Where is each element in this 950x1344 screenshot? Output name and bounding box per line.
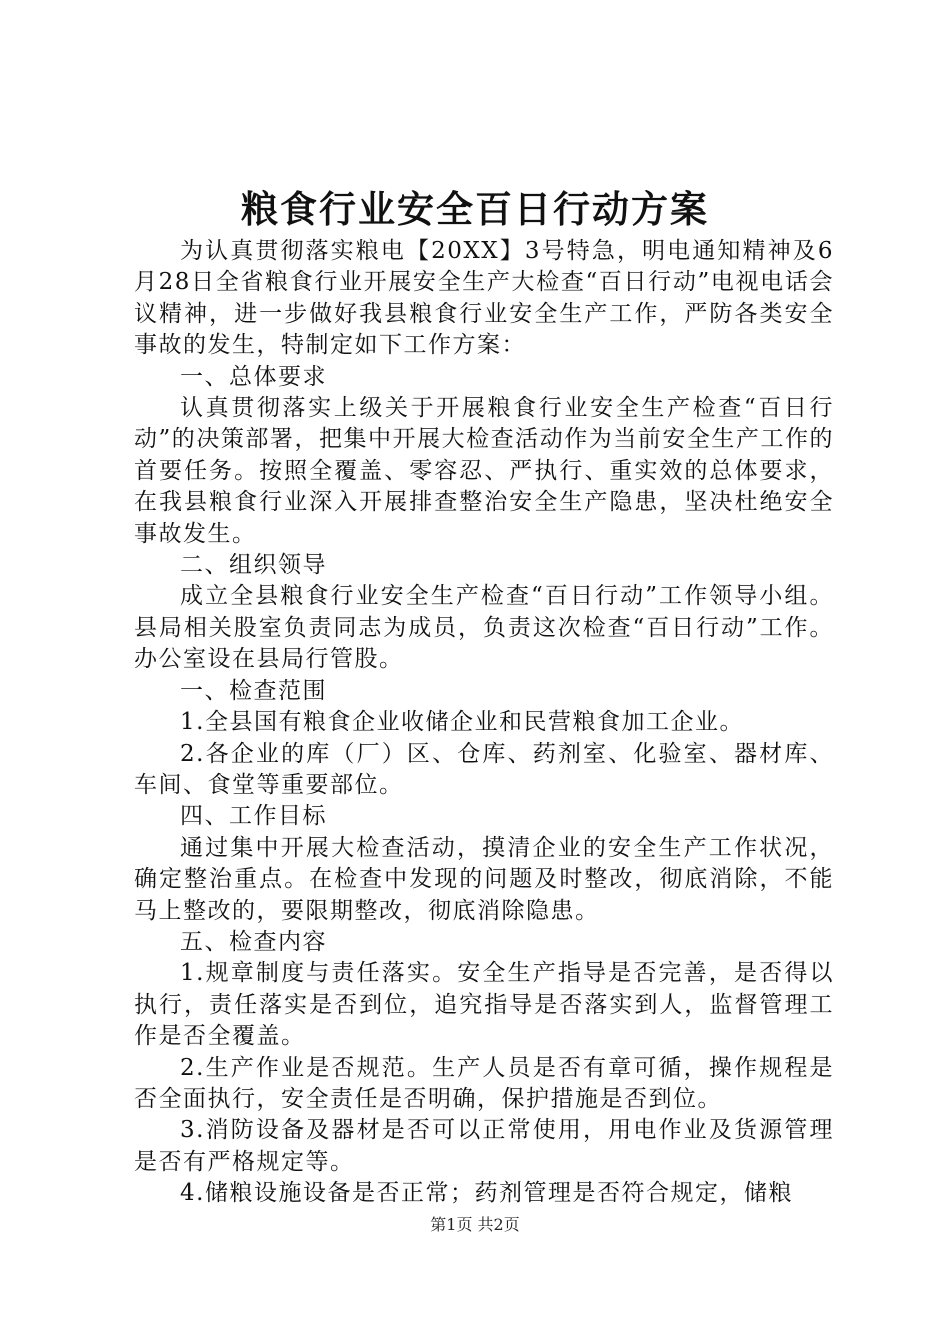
page-footer: 第1页 共2页 bbox=[430, 1215, 520, 1234]
intro-paragraph: 为认真贯彻落实粮电【20XX】3号特急，明电通知精神及6月28日全省粮食行业开展安全生产大检查“百日行动”电视电话会议精神，进一步做好我县粮食行业安全生产工作，严防各类安全事故的发生，特制定如下工作方案： bbox=[134, 238, 834, 359]
section-heading: 一、总体要求 bbox=[180, 363, 327, 390]
section-heading: 一、检查范围 bbox=[180, 677, 327, 704]
list-item: 1.规章制度与责任落实。安全生产指导是否完善，是否得以执行，责任落实是否到位，追究指导是否落实到人，监督管理工作是否全覆盖。 bbox=[134, 960, 834, 1050]
section-heading: 二、组织领导 bbox=[180, 552, 327, 579]
body-paragraph: 通过集中开展大检查活动，摸清企业的安全生产工作状况，确定整治重点。在检查中发现的问题及时整改，彻底消除，不能马上整改的，要限期整改，彻底消除隐患。 bbox=[134, 834, 834, 924]
body-paragraph: 认真贯彻落实上级关于开展粮食行业安全生产检查“百日行动”的决策部署，把集中开展大检查活动作为当前安全生产工作的首要任务。按照全覆盖、零容忍、严执行、重实效的总体要求，在我县粮食行业深入开展排查整治安全生产隐患，坚决杜绝安全事故发生。 bbox=[134, 395, 834, 547]
body-paragraph: 成立全县粮食行业安全生产检查“百日行动”工作领导小组。县局相关股室负责同志为成员，负责这次检查“百日行动”工作。办公室设在县局行管股。 bbox=[134, 583, 834, 673]
section-heading: 五、检查内容 bbox=[180, 928, 327, 955]
document-body bbox=[134, 236, 834, 1210]
list-item: 2.各企业的库（厂）区、仓库、药剂室、化验室、器材库、车间、食堂等重要部位。 bbox=[134, 740, 834, 798]
list-item: 2.生产作业是否规范。生产人员是否有章可循，操作规程是否全面执行，安全责任是否明确，保护措施是否到位。 bbox=[134, 1054, 834, 1112]
list-item: 1.全县国有粮食企业收储企业和民营粮食加工企业。 bbox=[180, 709, 744, 736]
list-item: 3.消防设备及器材是否可以正常使用，用电作业及货源管理是否有严格规定等。 bbox=[134, 1117, 834, 1175]
section-heading: 四、工作目标 bbox=[180, 803, 327, 830]
list-item: 4.储粮设施设备是否正常；药剂管理是否符合规定，储粮 bbox=[180, 1180, 793, 1207]
page-title: 粮食行业安全百日行动方案 bbox=[241, 188, 709, 231]
